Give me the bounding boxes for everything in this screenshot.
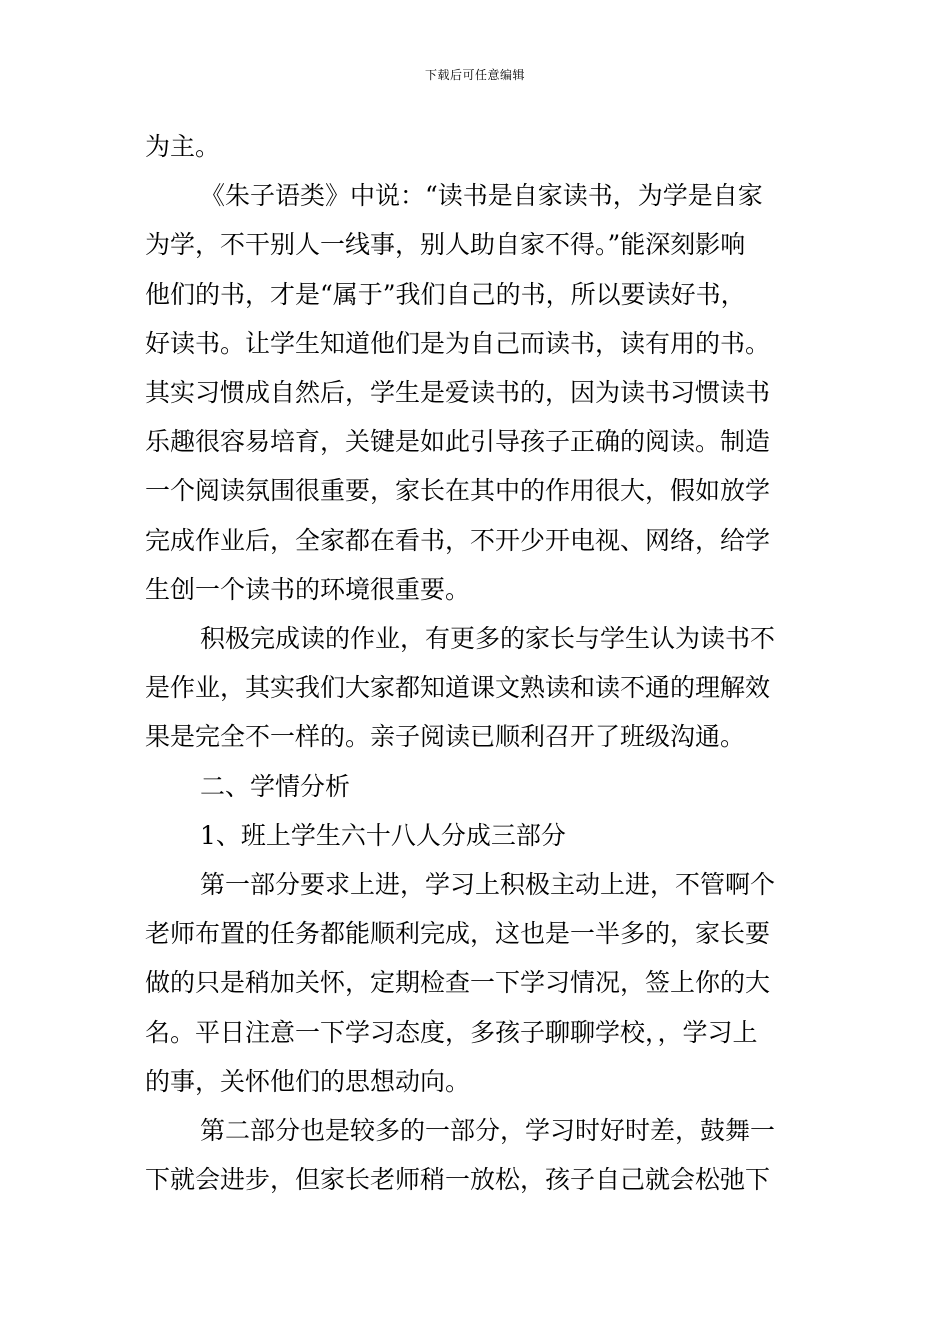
page-header: 下载后可任意编辑 [424,68,525,82]
text-line: 名。平日注意一下学习态度，多孩子聊聊学校，，学习上 [145,1017,758,1047]
text-line: 《朱子语类》中说：“读书是自家读书，为学是自家 [200,181,763,211]
text-line: 乐趣很容易培育，关键是如此引导孩子正确的阅读。制造 [145,427,771,457]
text-line: 是作业，其实我们大家都知道课文熟读和读不通的理解效 [145,673,771,703]
text-line: 积极完成读的作业，有更多的家长与学生认为读书不 [200,624,776,654]
text-line: 完成作业后，全家都在看书，不开少开电视、网络，给学 [145,525,771,555]
text-line: 好读书。让学生知道他们是为自己而读书，读有用的书。 [145,328,771,358]
text-line: 他们的书，才是“属于”我们自己的书，所以要读好书， [145,279,746,309]
text-line: 第一部分要求上进，学习上积极主动上进，不管啊个 [200,870,776,900]
text-line: 为学，不干别人一线事，别人助自家不得。”能深刻影响 [145,230,746,260]
section-heading: 二、学情分析 [200,771,351,801]
text-line: 其实习惯成自然后，学生是爱读书的，因为读书习惯读书 [145,378,771,408]
text-line: 的事，关怀他们的思想动向。 [145,1066,471,1096]
text-line: 为主。 [145,132,221,161]
document-body [145,122,807,1204]
subsection-heading: 1、班上学生六十八人分成三部分 [200,820,566,850]
text-line: 老师布置的任务都能顺利完成，这也是一半多的，家长要 [145,919,771,949]
text-line: 果是完全不一样的。亲子阅读已顺利召开了班级沟通。 [145,722,746,752]
text-line: 生创一个读书的环境很重要。 [145,574,471,604]
text-line: 下就会进步，但家长老师稍一放松，孩子自己就会松弛下 [145,1165,771,1195]
text-line: 做的只是稍加关怀，定期检查一下学习情况，签上你的大 [145,968,771,998]
text-line: 一个阅读氛围很重要，家长在其中的作用很大，假如放学 [145,476,771,506]
text-line: 第二部分也是较多的一部分，学习时好时差，鼓舞一 [200,1116,776,1146]
